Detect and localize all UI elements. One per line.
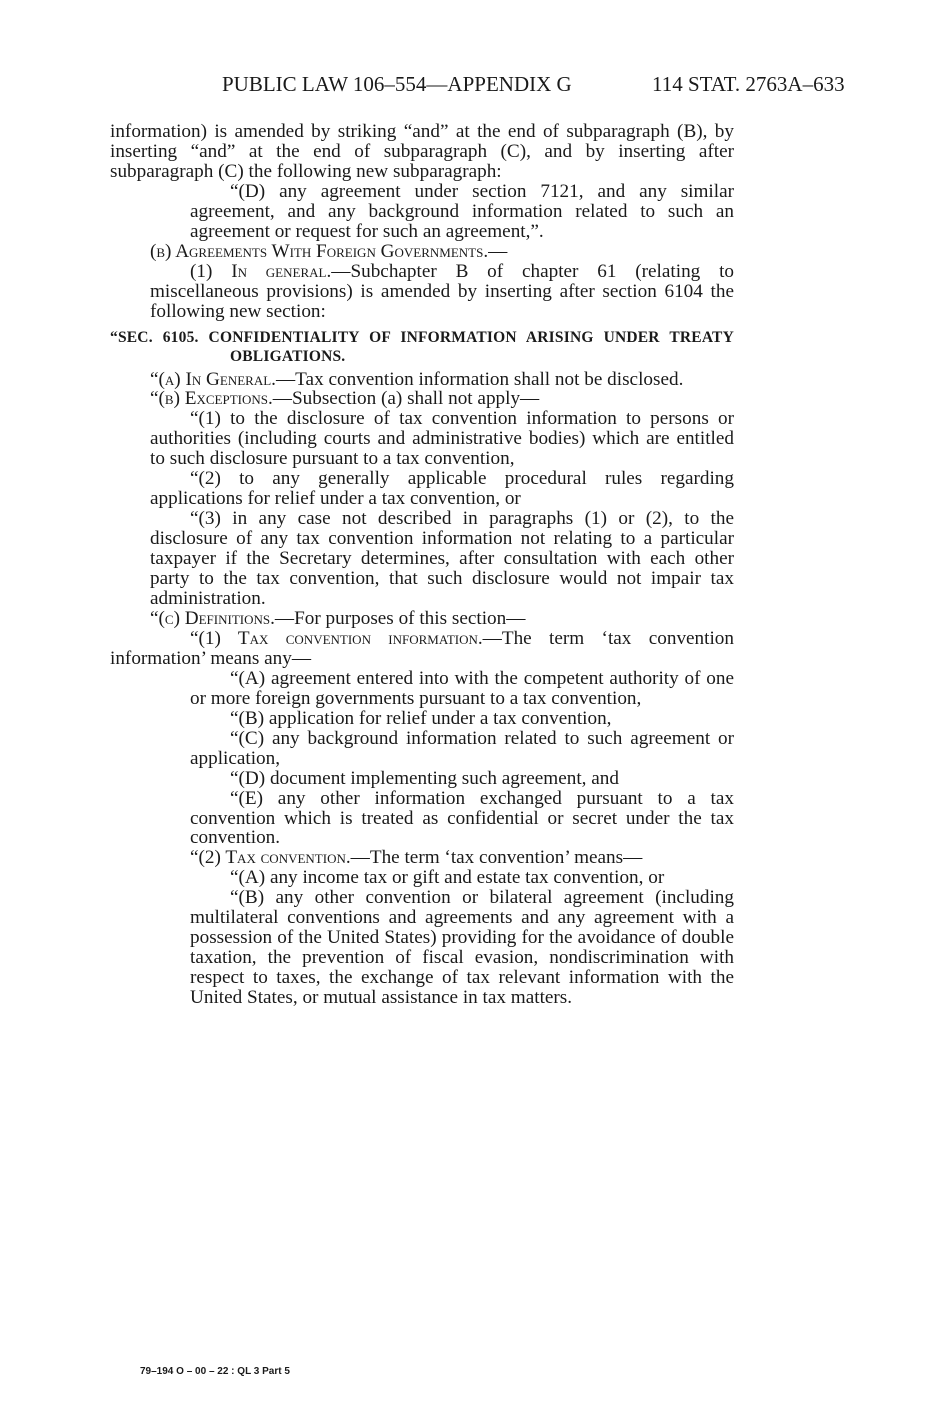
- definition-1-e: “(E) any other information exchanged pursuant to a tax convention which is treated as confidential or secret under the tax convention.: [190, 787, 734, 849]
- quoted-subparagraph-d: “(D) any agreement under section 7121, and any similar agreement, and any background information related to such an agreement or request for such an agreement,”.: [190, 180, 734, 242]
- definition-2: [110, 848, 734, 868]
- definition-1-a: “(A) agreement entered into with the competent authority of one or more foreign governments pursuant to a tax convention,: [190, 667, 734, 709]
- definition-2-a: “(A) any income tax or gift and estate tax convention, or: [230, 867, 665, 889]
- subsection-c: [110, 609, 734, 629]
- exception-2: “(2) to any generally applicable procedural rules regarding applications for relief under a tax convention, or: [150, 468, 734, 510]
- subsection-a-heading: “(a) In General.: [150, 368, 276, 390]
- definition-1-b: “(B) application for relief under a tax convention,: [230, 707, 612, 729]
- definition-1-text: —The term ‘tax convention information’ means any—: [110, 627, 734, 669]
- subsection-b-heading-text: (b) Agreements With Foreign Governments.—: [150, 240, 508, 262]
- header-page-citation: 114 STAT. 2763A–633: [652, 72, 845, 96]
- document-body: [110, 122, 734, 1008]
- definition-1-d: “(D) document implementing such agreement, and: [230, 767, 619, 789]
- definition-2-text: —The term ‘tax convention’ means—: [350, 847, 643, 869]
- subsection-a-text: —Tax convention information shall not be disclosed.: [275, 368, 684, 390]
- subsection-b: [110, 389, 734, 409]
- definition-1-heading: “(1) Tax convention information.: [190, 627, 483, 649]
- definition-2-heading: “(2) Tax convention.: [190, 847, 351, 869]
- paragraph-1-in-general: [110, 262, 734, 322]
- definition-1-c: “(C) any background information related to such agreement or application,: [190, 727, 734, 769]
- in-general-text: —Subchapter B of chapter 61 (relating to miscellaneous provisions) is amended by inserting after section 6104 the following new section:: [150, 260, 734, 322]
- exception-1: “(1) to the disclosure of tax convention information to persons or authorities (including courts and administrative bodies) which are entitled to such disclosure pursuant to a tax convention,: [150, 408, 734, 470]
- definition-2-b: “(B) any other convention or bilateral agreement (including multilateral conventions and agreements and any agreement with a possession of the United States) providing for the avoidance of double taxation, the prevention of fiscal evasion, nondiscrimination with respect to taxes, the exchange of tax relevant information with the United States, or mutual assistance in tax matters.: [190, 887, 734, 1009]
- definitions-text: —For purposes of this section—: [274, 607, 526, 629]
- in-general-heading: (1) In general.: [190, 260, 332, 282]
- definitions-heading: “(c) Definitions.: [150, 607, 275, 629]
- print-code-footer: 79–194 O – 00 – 22 : QL 3 Part 5: [140, 1366, 290, 1377]
- exception-3: “(3) in any case not described in paragraphs (1) or (2), to the disclosure of any tax convention information not relating to a particular taxpayer if the Secretary determines, after consultation with each other party to the tax convention, that such disclosure would not impair tax administration.: [150, 508, 734, 610]
- paragraph-continuation: information) is amended by striking “and” at the end of subparagraph (B), by inserting “and” at the end of subparagraph (C), and by inserting after subparagraph (C) the following new subparagraph:: [110, 121, 734, 182]
- subsection-b-exceptions-heading: “(b) Exceptions.: [150, 388, 273, 410]
- subsection-a: [110, 370, 734, 390]
- subsection-b-heading: [110, 242, 734, 262]
- header-title: PUBLIC LAW 106–554—APPENDIX G: [222, 72, 572, 96]
- definition-1: [110, 629, 734, 669]
- section-heading: “SEC. 6105. CONFIDENTIALITY OF INFORMATION ARISING UNDER TREATY OBLIGATIONS.: [110, 328, 734, 365]
- subsection-b-text: —Subsection (a) shall not apply—: [272, 388, 540, 410]
